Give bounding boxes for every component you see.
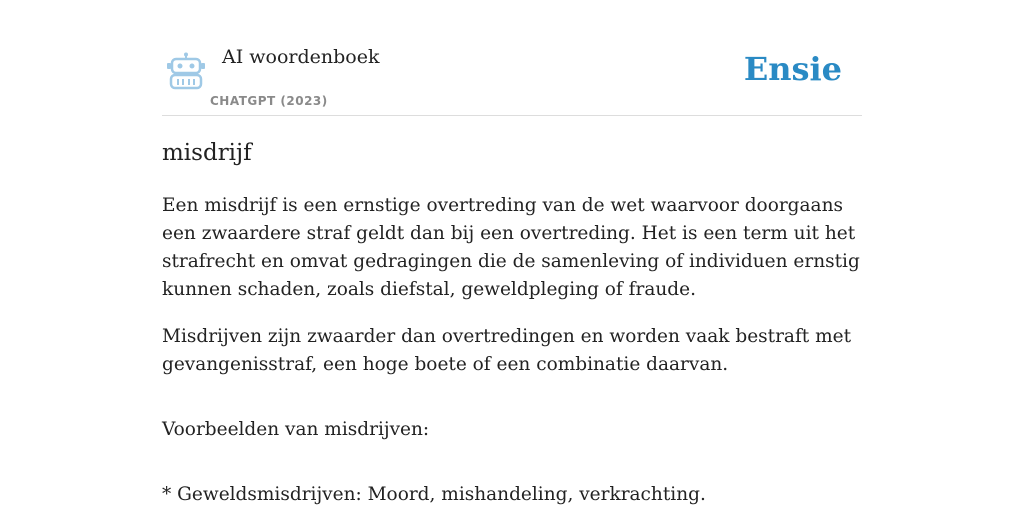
entry-headword: misdrijf <box>162 140 252 166</box>
examples-heading: Voorbeelden van misdrijven: <box>162 419 430 440</box>
robot-icon <box>166 52 206 90</box>
dictionary-title[interactable]: AI woordenboek <box>222 46 380 68</box>
definition-paragraph: Een misdrijf is een ernstige overtreding van de wet waarvoor doorgaans een zwaardere straf geldt dan bij een overtreding. Het is een term uit het strafrecht en omvat gedragingen die de samenleving of individuen ernstig kunnen schaden, zoals diefstal, geweldpleging of fraude. <box>162 195 860 300</box>
definition-paragraph: Misdrijven zijn zwaarder dan overtredingen en worden vaak bestraft met gevangenisstraf, een hoge boete of een combinatie daarvan. <box>162 326 852 375</box>
entry-definition <box>162 192 862 512</box>
dictionary-source: CHATGPT (2023) <box>210 94 328 108</box>
dictionary-header <box>162 40 862 116</box>
brand-logo-link[interactable]: Ensie <box>743 50 842 88</box>
example-item: * Geweldsmisdrijven: Moord, mishandeling, verkrachting. <box>162 484 706 505</box>
